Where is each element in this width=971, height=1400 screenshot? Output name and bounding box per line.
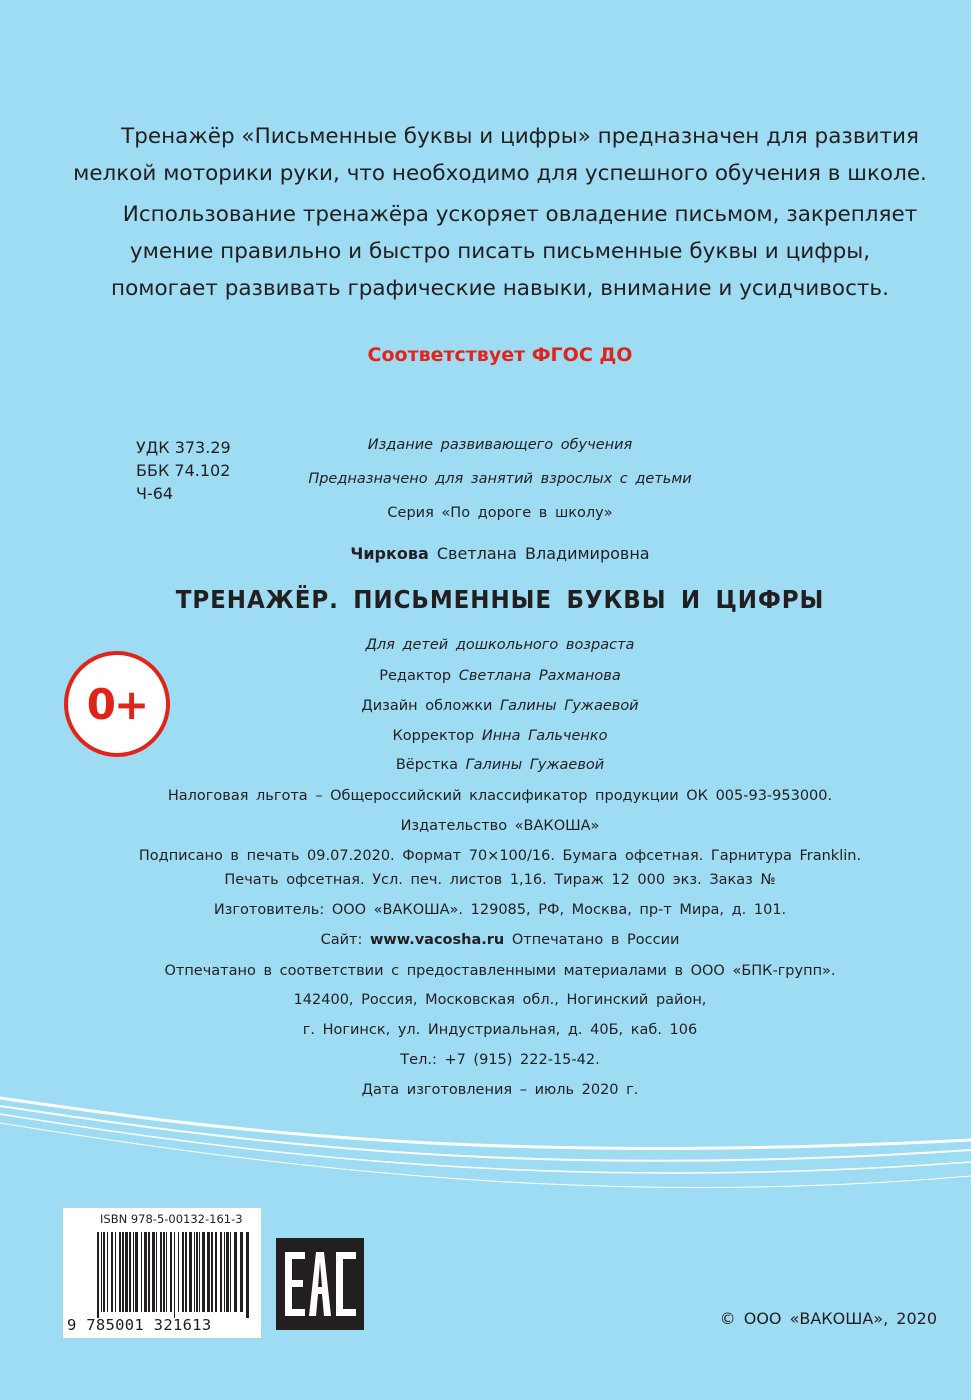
barcode-bar <box>135 1232 138 1312</box>
barcode-bar <box>202 1232 205 1312</box>
wave-line <box>0 1114 971 1173</box>
barcode-bar <box>119 1232 121 1312</box>
isbn-digits: 9 785001 321613 <box>67 1316 212 1334</box>
barcode-bar <box>211 1232 213 1312</box>
barcode-bar <box>156 1232 157 1312</box>
barcode-bar <box>97 1232 99 1318</box>
author-name: Светлана Владимировна <box>436 544 650 563</box>
credit-label: Дизайн обложки <box>361 698 493 714</box>
barcode-bar <box>174 1232 175 1318</box>
barcode-bar <box>133 1232 134 1312</box>
bbk-code: ББК 74.102 <box>136 461 231 480</box>
barcode-bar <box>111 1232 113 1312</box>
barcode-bar <box>144 1232 147 1312</box>
production-date: Дата изготовления – июль 2020 г. <box>361 1082 639 1098</box>
age-rating-badge: 0+ <box>64 651 170 757</box>
intro-paragraph-2 <box>60 196 940 307</box>
printed-in: Отпечатано в России <box>511 932 680 948</box>
barcode-bar <box>148 1232 150 1312</box>
barcode-bar <box>189 1232 192 1312</box>
credit-layout <box>0 757 971 773</box>
barcode-bar <box>170 1232 172 1312</box>
credit-label: Редактор <box>379 668 452 684</box>
isbn-barcode-box <box>63 1208 261 1338</box>
address-line-1: 142400, Россия, Московская обл., Ногинский район, <box>293 992 707 1008</box>
isbn-number: ISBN 978-5-00132-161-3 <box>100 1212 243 1226</box>
edition-type: Издание развивающего обучения <box>367 437 633 453</box>
barcode-bar <box>129 1232 131 1312</box>
for-whom: Для детей дошкольного возраста <box>365 637 635 653</box>
barcode-bar <box>185 1232 187 1312</box>
credit-proofreader <box>0 728 971 744</box>
fgos-compliance: Соответствует ФГОС ДО <box>367 344 633 366</box>
barcode-bar <box>103 1232 105 1312</box>
barcode-bar <box>163 1232 165 1312</box>
credit-person: Инна Гальченко <box>481 728 608 744</box>
barcode-bar <box>182 1232 184 1312</box>
barcode-bar <box>246 1232 249 1318</box>
decorative-waves <box>0 1070 971 1220</box>
website-line <box>0 932 971 948</box>
wave-line <box>0 1106 971 1161</box>
manufacturer: Изготовитель: ООО «ВАКОША». 129085, РФ, Москва, пр-т Мира, д. 101. <box>213 902 787 918</box>
barcode-bar <box>166 1232 167 1312</box>
barcode-bar <box>226 1232 229 1312</box>
credit-cover <box>0 698 971 714</box>
barcode-bar <box>224 1232 225 1312</box>
author-surname: Чиркова <box>350 544 429 563</box>
intro-line: умение правильно и быстро писать письменные буквы и цифры, <box>129 239 871 264</box>
author <box>0 544 971 563</box>
credit-label: Корректор <box>392 728 475 744</box>
site-label: Сайт: <box>320 932 363 948</box>
barcode-bar <box>196 1232 198 1312</box>
printed-by: Отпечатано в соответствии с предоставленными материалами в ООО «БПК-групп». <box>164 963 836 979</box>
author-sign: Ч-64 <box>136 484 174 503</box>
copyright: © ООО «ВАКОША», 2020 <box>719 1309 937 1328</box>
credit-person: Галины Гужаевой <box>500 698 639 714</box>
credit-label: Вёрстка <box>395 757 458 773</box>
barcode-bar <box>122 1232 124 1312</box>
barcode-bar <box>215 1232 217 1312</box>
phone: Тел.: +7 (915) 222-15-42. <box>400 1052 600 1068</box>
barcode-bar <box>240 1232 243 1312</box>
barcode-bar <box>125 1232 128 1312</box>
intro-line: помогает развивать графические навыки, внимание и усидчивость. <box>111 276 889 301</box>
intro-line: мелкой моторики руки, что необходимо для успешного обучения в школе. <box>73 161 927 186</box>
barcode-bar <box>101 1232 102 1312</box>
barcode-bar <box>141 1232 142 1312</box>
wave-line <box>0 1123 971 1188</box>
series: Серия «По дороге в школу» <box>387 505 613 521</box>
intro-line: Тренажёр «Письменные буквы и цифры» предназначен для развития <box>121 124 919 149</box>
barcode-bar <box>230 1232 231 1312</box>
credit-editor <box>0 668 971 684</box>
barcode-bar <box>207 1232 210 1312</box>
site-link[interactable]: www.vacosha.ru <box>369 932 505 948</box>
barcode-bar <box>107 1232 108 1312</box>
barcode-bar <box>152 1232 155 1312</box>
print-details: Печать офсетная. Усл. печ. листов 1,16. Тираж 12 000 экз. Заказ № <box>224 872 776 888</box>
signed-to-print: Подписано в печать 09.07.2020. Формат 70×100/16. Бумага офсетная. Гарнитура Franklin. <box>138 848 862 864</box>
tax-benefit: Налоговая льгота – Общероссийский классификатор продукции ОК 005-93-953000. <box>167 788 833 804</box>
intro-paragraph-1 <box>60 118 940 192</box>
eac-mark-icon <box>276 1238 364 1330</box>
wave-line <box>0 1098 971 1149</box>
publisher: Издательство «ВАКОША» <box>400 818 600 834</box>
barcode-bar <box>115 1232 116 1312</box>
barcode-bar <box>194 1232 195 1312</box>
audience: Предназначено для занятий взрослых с детьми <box>308 471 692 487</box>
credit-person: Галины Гужаевой <box>465 757 605 773</box>
udk-code: УДК 373.29 <box>136 438 231 457</box>
barcode-bar <box>220 1232 222 1312</box>
barcode-bar <box>178 1232 179 1312</box>
intro-line: Использование тренажёра ускоряет овладение письмом, закрепляет <box>122 202 918 227</box>
book-title: ТРЕНАЖЁР. ПИСЬМЕННЫЕ БУКВЫ И ЦИФРЫ <box>175 585 825 614</box>
credit-person: Светлана Рахманова <box>458 668 621 684</box>
address-line-2: г. Ногинск, ул. Индустриальная, д. 40Б, каб. 106 <box>302 1022 698 1038</box>
barcode-bar <box>234 1232 237 1312</box>
barcode-bar <box>160 1232 162 1312</box>
barcode-bar <box>199 1232 200 1312</box>
